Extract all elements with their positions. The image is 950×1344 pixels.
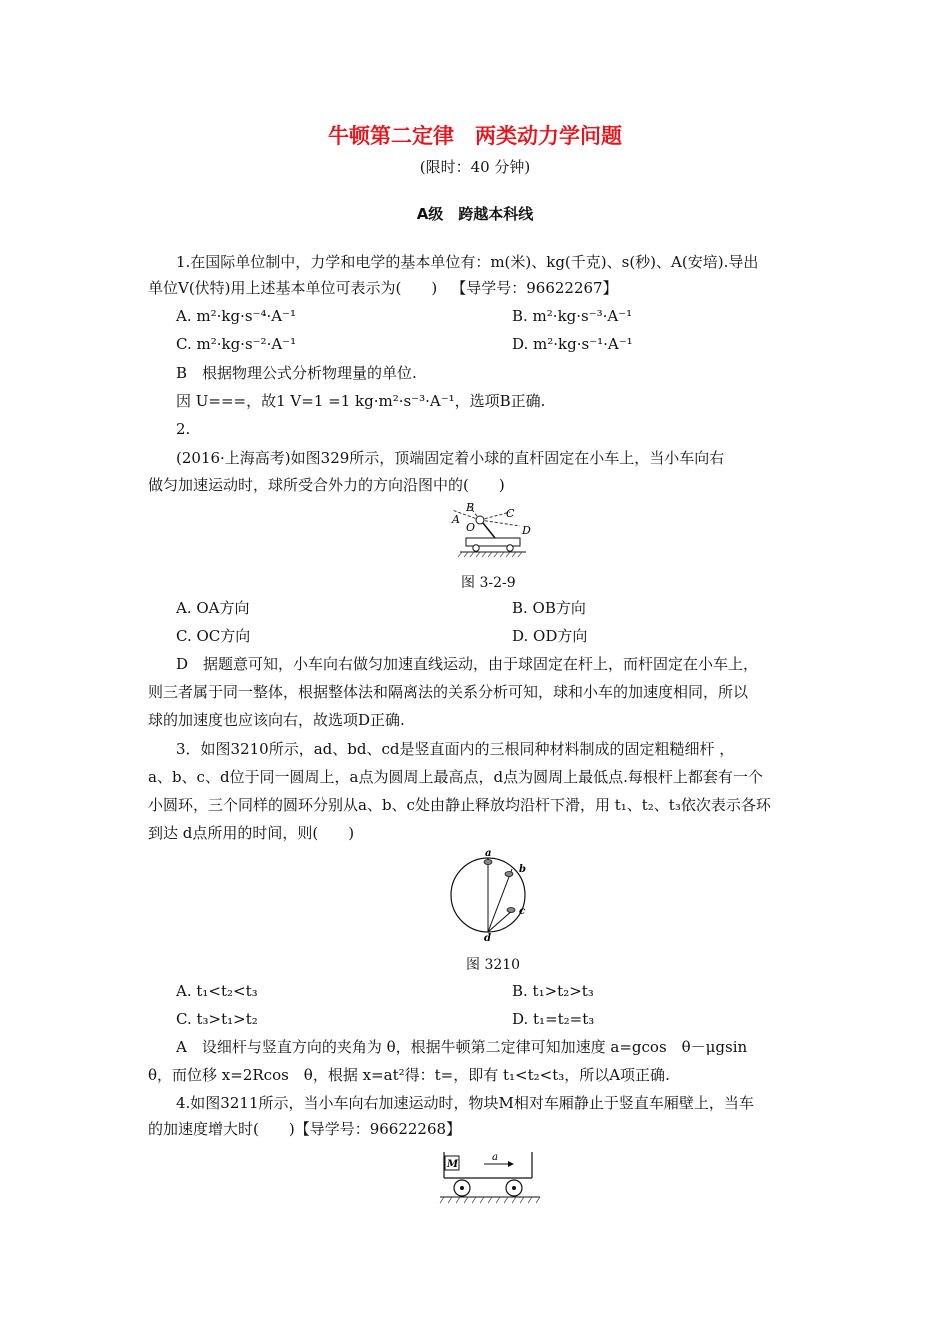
- q2-option-a: A. OA方向: [176, 599, 250, 617]
- fig329-label-b: B: [466, 501, 475, 514]
- q1-stem-line-2: [148, 277, 618, 299]
- q1-answer: B 根据物理公式分析物理量的单位.: [176, 364, 417, 382]
- fig3211-label-a: a: [492, 1152, 498, 1163]
- q2-stem-line-1: (2016·上海高考)如图329所示，顶端固定着小球的直杆固定在小车上，当小车向右: [176, 449, 725, 467]
- q2-answer-line-1: D 据题意可知，小车向右做匀加速直线运动，由于球固定在杆上，而杆固定在小车上，: [176, 655, 759, 673]
- q3-option-c: C. t₃>t₁>t₂: [176, 1010, 258, 1028]
- q1-stem-text: 单位V(伏特)用上述基本单位可表示为( ): [148, 279, 438, 297]
- q3-answer-line-1: A 设细杆与竖直方向的夹角为 θ，根据牛顿第二定律可知加速度 a=gcos θ－μgsin: [176, 1038, 748, 1056]
- q2-stem-line-2: 做匀加速运动时，球所受合外力的方向沿图中的( ): [148, 476, 505, 494]
- q2-option-c: C. OC方向: [176, 627, 251, 645]
- fig329-label-a: A: [452, 513, 460, 526]
- q4-stem-line-1: 4.如图3211所示，当小车向右加速运动时，物块M相对车厢静止于竖直车厢壁上，当车: [176, 1094, 754, 1112]
- fig329-label-o: O: [466, 521, 476, 534]
- figure-3211: [436, 1148, 546, 1208]
- fig3210-label-c: c: [519, 906, 526, 917]
- q3-answer-line-2: θ，而位移 x=2Rcos θ，根据 x=at²得：t=，即有 t₁<t₂<t₃，所以A项正确.: [148, 1066, 670, 1084]
- q3-stem-line-2: a、b、c、d位于同一圆周上，a点为圆周上最高点，d点为圆周上最低点.每根杆上都套有一个: [148, 768, 763, 786]
- q2-answer-line-2: 则三者属于同一整体，根据整体法和隔离法的关系分析可知，球和小车的加速度相同，所以: [148, 683, 749, 701]
- q3-stem-line-3: 小圆环，三个同样的圆环分别从a、b、c处由静止释放均沿杆下滑，用 t₁、t₂、t₃依次表示各环: [148, 796, 771, 814]
- q2-number: 2.: [176, 420, 191, 438]
- q1-guide-ref: 【导学号：96622267】: [451, 279, 618, 297]
- page-title: 牛顿第二定律 两类动力学问题: [328, 124, 622, 148]
- q2-figure-caption: 图 3-2-9: [461, 575, 516, 591]
- q1-option-c: C. m²·kg·s⁻²·A⁻¹: [176, 335, 297, 353]
- q2-option-b: B. OB方向: [512, 599, 586, 617]
- q3-option-b: B. t₁>t₂>t₃: [512, 982, 594, 1000]
- q2-option-d: D. OD方向: [512, 627, 588, 645]
- figure-3-2-9: [440, 500, 540, 562]
- q3-stem-line-1: 3．如图3210所示，ad、bd、cd是竖直面内的三根同种材料制成的固定粗糙细杆 ，: [176, 740, 735, 758]
- q3-stem-line-4: 到达 d点所用的时间，则( ): [148, 824, 355, 842]
- fig3210-label-d: d: [484, 933, 491, 942]
- q1-option-a: A. m²·kg·s⁻⁴·A⁻¹: [176, 307, 296, 325]
- q2-answer-line-3: 球的加速度也应该向右，故选项D正确.: [148, 711, 405, 729]
- q1-option-d: D. m²·kg·s⁻¹·A⁻¹: [512, 335, 633, 353]
- q1-stem-line-1: 1.在国际单位制中，力学和电学的基本单位有：m(米)、kg(千克)、s(秒)、A(安培).导出: [176, 253, 759, 271]
- fig329-label-c: C: [506, 507, 515, 520]
- section-heading: A级 跨越本科线: [416, 205, 534, 223]
- fig329-label-d: D: [522, 524, 531, 537]
- q3-option-a: A. t₁<t₂<t₃: [176, 982, 258, 1000]
- figure-3210: [445, 848, 535, 942]
- fig3210-label-b: b: [519, 864, 526, 875]
- q1-option-b: B. m²·kg·s⁻³·A⁻¹: [512, 307, 633, 325]
- q1-explanation: 因 U===，故1 V=1 =1 kg·m²·s⁻³·A⁻¹，选项B正确.: [176, 392, 546, 410]
- fig3210-label-a: a: [485, 848, 492, 859]
- time-limit: (限时：40 分钟): [419, 158, 531, 176]
- q3-figure-caption: 图 3210: [466, 957, 521, 973]
- q3-option-d: D. t₁=t₂=t₃: [512, 1010, 595, 1028]
- q4-stem-line-2: 的加速度增大时( )【导学号：96622268】: [148, 1120, 462, 1138]
- fig3211-label-m: M: [447, 1159, 459, 1170]
